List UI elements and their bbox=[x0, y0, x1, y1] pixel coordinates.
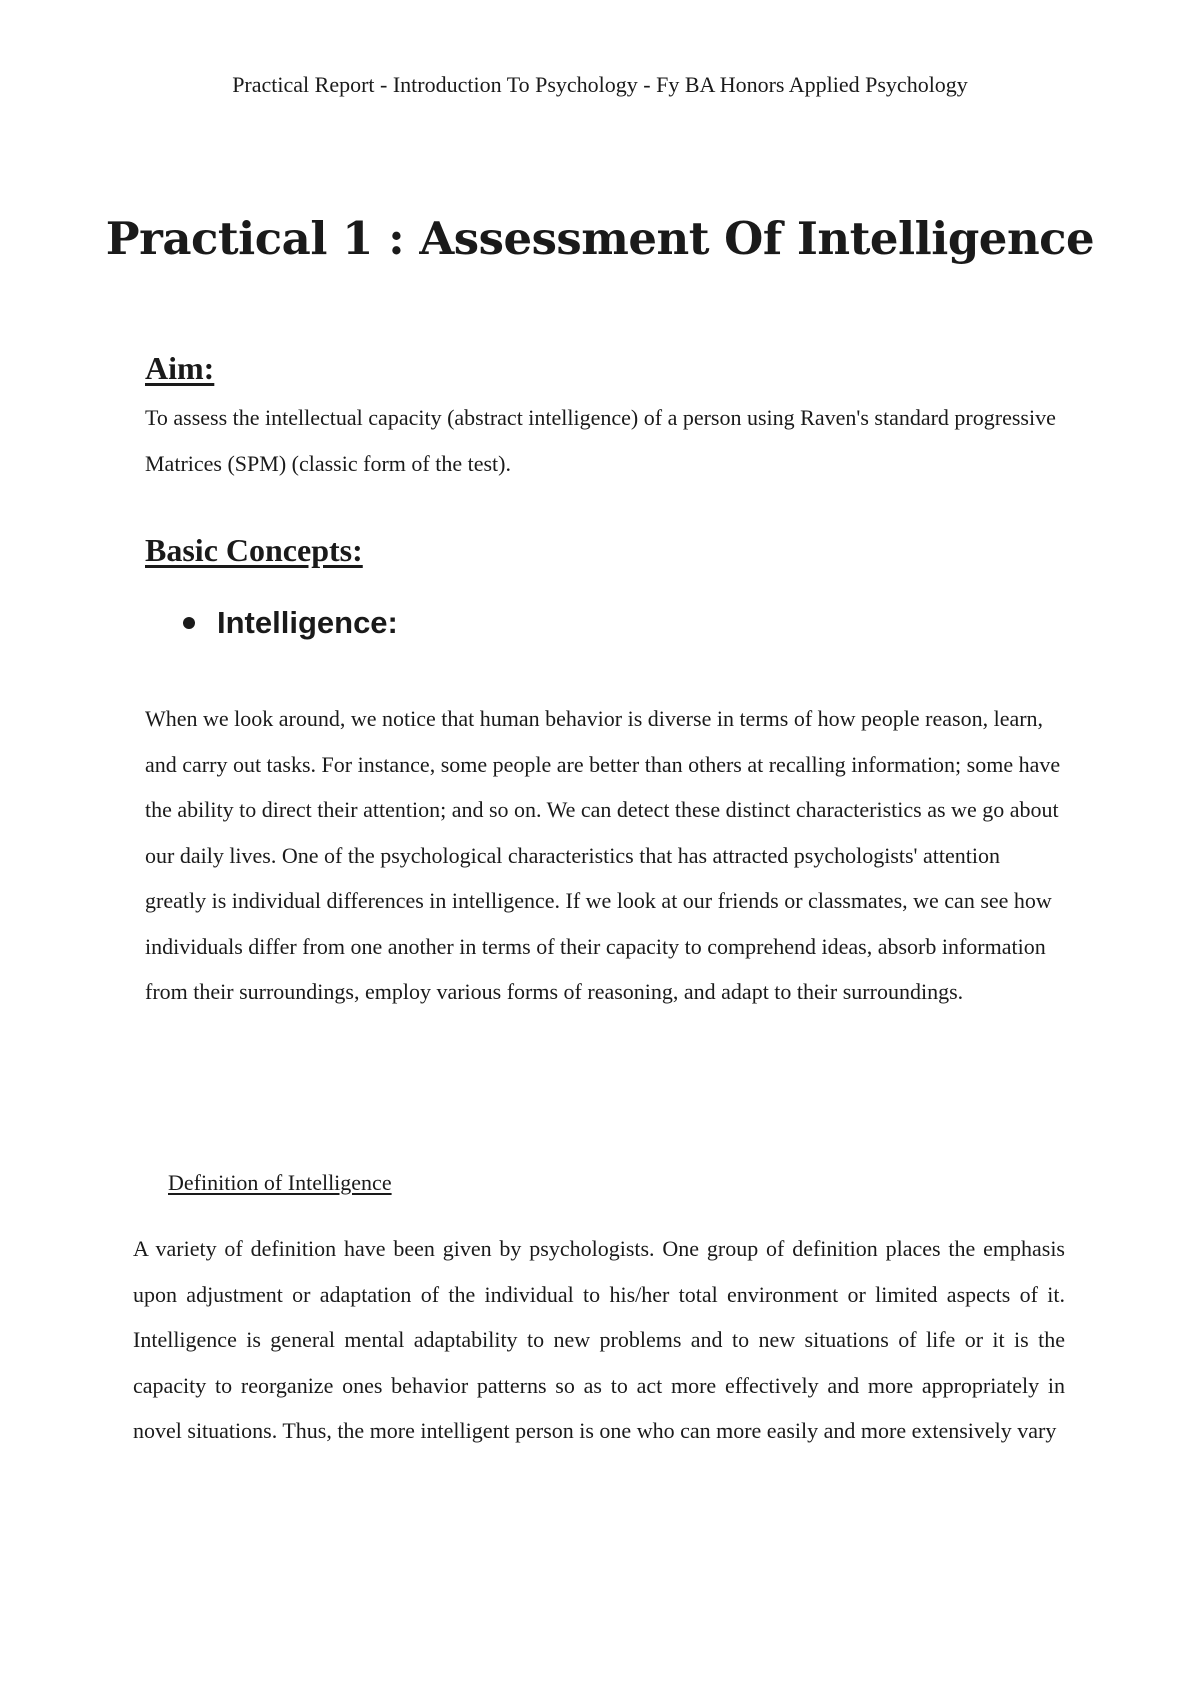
definition-heading: Definition of Intelligence bbox=[168, 1170, 392, 1195]
aim-heading: Aim: bbox=[145, 350, 215, 386]
bullet-icon bbox=[183, 617, 195, 629]
aim-text: To assess the intellectual capacity (abstract intelligence) of a person using Raven's standard progressive Matrices (SPM) (classic form of the test). bbox=[145, 405, 1056, 476]
intelligence-label: Intelligence: bbox=[217, 605, 398, 640]
intelligence-paragraph: When we look around, we notice that human behavior is diverse in terms of how people reason, learn, and carry out tasks. For instance, some people are better than others at recalling information; some have the ability to direct their attention; and so on. We can detect these distinct characteristics as we go about our daily lives. One of the psychological characteristics that has attracted psychologists' attention greatly is individual differences in intelligence. If we look at our friends or classmates, we can see how individuals differ from one another in terms of their capacity to comprehend ideas, absorb information from their surroundings, employ various forms of reasoning, and adapt to their surroundings. bbox=[145, 706, 1061, 1004]
basic-concepts-heading: Basic Concepts: bbox=[145, 532, 363, 568]
intelligence-bullet bbox=[183, 605, 398, 641]
running-header: Practical Report - Introduction To Psychology - Fy BA Honors Applied Psychology bbox=[232, 72, 968, 97]
definition-paragraph: A variety of definition have been given by psychologists. One group of definition places the emphasis upon adjustment or adaptation of the individual to his/her total environment or limited aspects of it. Intelligence is general mental adaptability to new problems and to new situations of life or it is the capacity to reorganize ones behavior patterns so as to act more effectively and more appropriately in novel situations. Thus, the more intelligent person is one who can more easily and more extensively vary bbox=[133, 1236, 1065, 1443]
page-title: Practical 1 : Assessment Of Intelligence bbox=[105, 212, 1095, 265]
